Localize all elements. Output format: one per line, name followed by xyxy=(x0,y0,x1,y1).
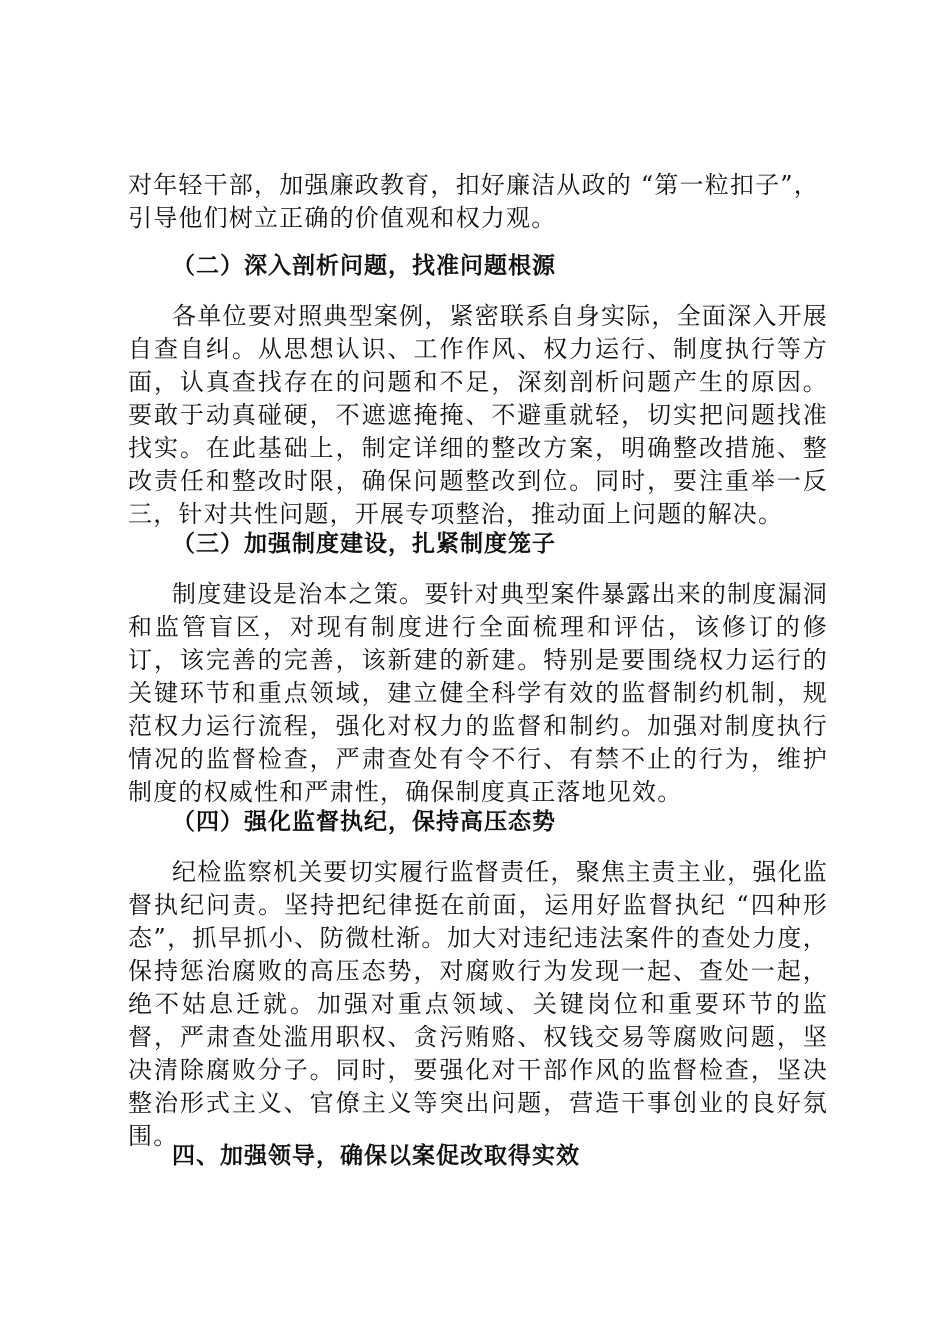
subheading-3: （三）加强制度建设，扎紧制度笼子 xyxy=(172,531,556,557)
subheading-2: （二）深入剖析问题，找准问题根源 xyxy=(172,253,556,279)
paragraph-4: 纪检监察机关要切实履行监督责任，聚焦主责主业，强化监督执纪问责。坚持把纪律挺在前面，运用好监督执纪 “四种形态”，抓早抓小、防微杜渐。加大对违纪违法案件的查处力度，保持惩治腐败的高压态势，对腐败行为发现一起、查处一起，绝不姑息迁就。加强对重点领域、关键岗位和重要环节的监督，严肃查处滥用职权、贪污贿赂、权钱交易等腐败问题，坚决清除腐败分子。同时，要强化对干部作风的监督检查，坚决整治形式主义、官僚主义等突出问题，营造干事创业的良好氛围。 xyxy=(128,858,828,1150)
subheading-4: （四）强化监督执纪，保持高压态势 xyxy=(172,809,556,835)
paragraph-3: 制度建设是治本之策。要针对典型案件暴露出来的制度漏洞和监管盲区，对现有制度进行全面梳理和评估，该修订的修订，该完善的完善，该新建的新建。特别是要围绕权力运行的关键环节和重点领域，建立健全科学有效的监督制约机制，规范权力运行流程，强化对权力的监督和制约。加强对制度执行情况的监督检查，严肃查处有令不行、有禁不止的行为，维护制度的权威性和严肃性，确保制度真正落地见效。 xyxy=(128,580,828,806)
paragraph-2: 各单位要对照典型案例，紧密联系自身实际，全面深入开展自查自纠。从思想认识、工作作风、权力运行、制度执行等方面，认真查找存在的问题和不足，深刻剖析问题产生的原因。要敢于动真碰硬，不遮遮掩掩、不避重就轻，切实把问题找准找实。在此基础上，制定详细的整改方案，明确整改措施、整改责任和整改时限，确保问题整改到位。同时，要注重举一反三，针对共性问题，开展专项整治，推动面上问题的解决。 xyxy=(128,302,828,528)
paragraph-continued: 对年轻干部，加强廉政教育，扣好廉洁从政的 “第一粒扣子”，引导他们树立正确的价值观和权力观。 xyxy=(128,171,819,232)
section-heading: 四、加强领导，确保以案促改取得实效 xyxy=(172,1143,580,1169)
